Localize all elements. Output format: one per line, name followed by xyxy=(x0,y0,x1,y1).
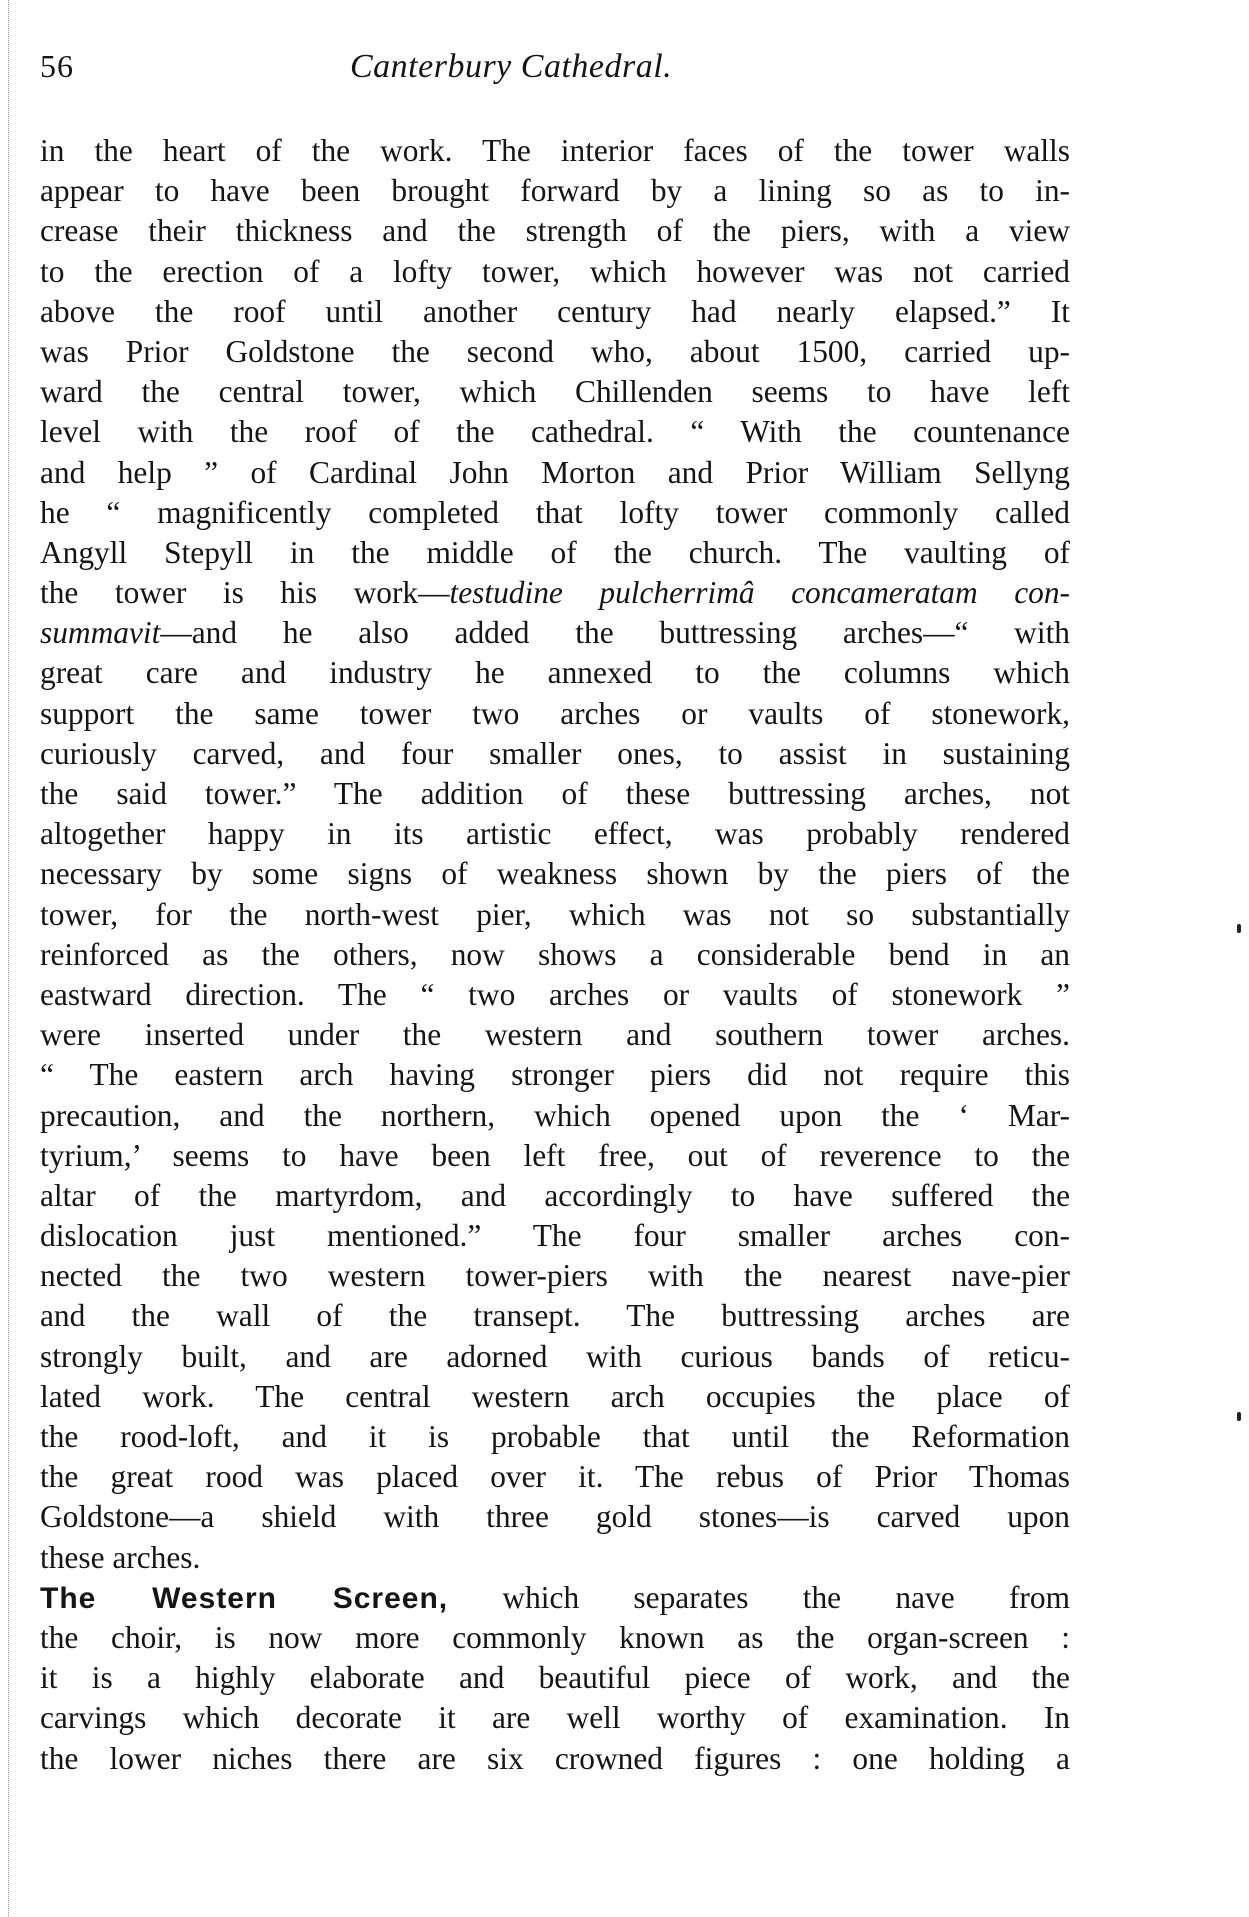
text-line: lated work. The central western arch occupies the place of xyxy=(40,1378,1070,1414)
text-line: appear to have been brought forward by a lining so as to in- xyxy=(40,173,1070,209)
text-line xyxy=(40,613,1070,653)
text-line: Angyll Stepyll in the middle of the church. The vaulting of xyxy=(40,534,1070,570)
text-segment: —and he also added the buttressing arches—“ with xyxy=(160,615,1070,651)
text-line: “ The eastern arch having stronger piers did not require this xyxy=(40,1057,1070,1093)
text-line: and help ” of Cardinal John Morton and Prior William Sellyng xyxy=(40,454,1070,490)
text-line: crease their thickness and the strength of the piers, with a view xyxy=(40,213,1070,249)
text-line: nected the two western tower-piers with the nearest nave-pier xyxy=(40,1258,1070,1294)
text-line: he “ magnificently completed that lofty tower commonly called xyxy=(40,494,1070,530)
text-line: tyrium,’ seems to have been left free, out of reverence to the xyxy=(40,1137,1070,1173)
text-line: support the same tower two arches or vaults of stonework, xyxy=(40,695,1070,731)
text-line: the choir, is now more commonly known as the organ-screen : xyxy=(40,1619,1070,1655)
text-line: altogether happy in its artistic effect, was probably rendered xyxy=(40,816,1070,852)
margin-mark xyxy=(1237,924,1241,933)
text-line: it is a highly elaborate and beautiful piece of work, and the xyxy=(40,1660,1070,1696)
page-edge-guide xyxy=(8,0,10,1917)
section-heading: The Western Screen, xyxy=(40,1581,449,1615)
text-line: were inserted under the western and southern tower arches. xyxy=(40,1017,1070,1053)
text-line: dislocation just mentioned.” The four smaller arches con- xyxy=(40,1218,1070,1254)
page-number: 56 xyxy=(40,48,74,84)
text-line: the rood-loft, and it is probable that until the Reformation xyxy=(40,1419,1070,1454)
latin-quote: testudine pulcherrimâ concameratam con- xyxy=(449,575,1070,611)
text-line: carvings which decorate it are well worthy of examination. In xyxy=(40,1700,1070,1736)
text-segment: the tower is his work— xyxy=(40,575,450,611)
text-line: level with the roof of the cathedral. “ With the countenance xyxy=(40,414,1070,450)
body-text xyxy=(40,131,1070,1779)
margin-mark xyxy=(1237,1412,1241,1421)
text-line xyxy=(40,573,1070,613)
text-line: great care and industry he annexed to the columns which xyxy=(40,655,1070,691)
text-line: altar of the martyrdom, and accordingly to have suffered the xyxy=(40,1177,1070,1213)
text-line xyxy=(40,1578,1070,1618)
text-line: tower, for the north-west pier, which was not so substantially xyxy=(40,896,1070,932)
text-segment: which separates the nave from xyxy=(448,1579,1070,1615)
running-title: Canterbury Cathedral. xyxy=(350,48,673,85)
text-line: the great rood was placed over it. The rebus of Prior Thomas xyxy=(40,1459,1070,1495)
text-line: in the heart of the work. The interior faces of the tower walls xyxy=(40,133,1070,168)
text-line: eastward direction. The “ two arches or vaults of stonework ” xyxy=(40,976,1070,1012)
text-line: precaution, and the northern, which opened upon the ‘ Mar- xyxy=(40,1097,1070,1133)
text-line: was Prior Goldstone the second who, about 1500, carried up- xyxy=(40,333,1070,369)
text-line: reinforced as the others, now shows a considerable bend in an xyxy=(40,936,1070,972)
text-line: these arches. xyxy=(40,1539,201,1575)
text-line: to the erection of a lofty tower, which however was not carried xyxy=(40,253,1070,289)
text-line: and the wall of the transept. The buttressing arches are xyxy=(40,1298,1070,1334)
text-line: above the roof until another century had nearly elapsed.” It xyxy=(40,293,1070,329)
text-line: curiously carved, and four smaller ones, to assist in sustaining xyxy=(40,735,1070,771)
text-line: Goldstone—a shield with three gold stones—is carved upon xyxy=(40,1499,1070,1535)
text-line: ward the central tower, which Chillenden seems to have left xyxy=(40,374,1070,410)
text-line: necessary by some signs of weakness shown by the piers of the xyxy=(40,856,1070,892)
text-line: the lower niches there are six crowned figures : one holding a xyxy=(40,1740,1070,1776)
text-line: strongly built, and are adorned with curious bands of reticu- xyxy=(40,1338,1070,1374)
latin-quote: summavit xyxy=(40,615,161,651)
text-line: the said tower.” The addition of these buttressing arches, not xyxy=(40,776,1070,811)
page-header xyxy=(40,48,1070,98)
